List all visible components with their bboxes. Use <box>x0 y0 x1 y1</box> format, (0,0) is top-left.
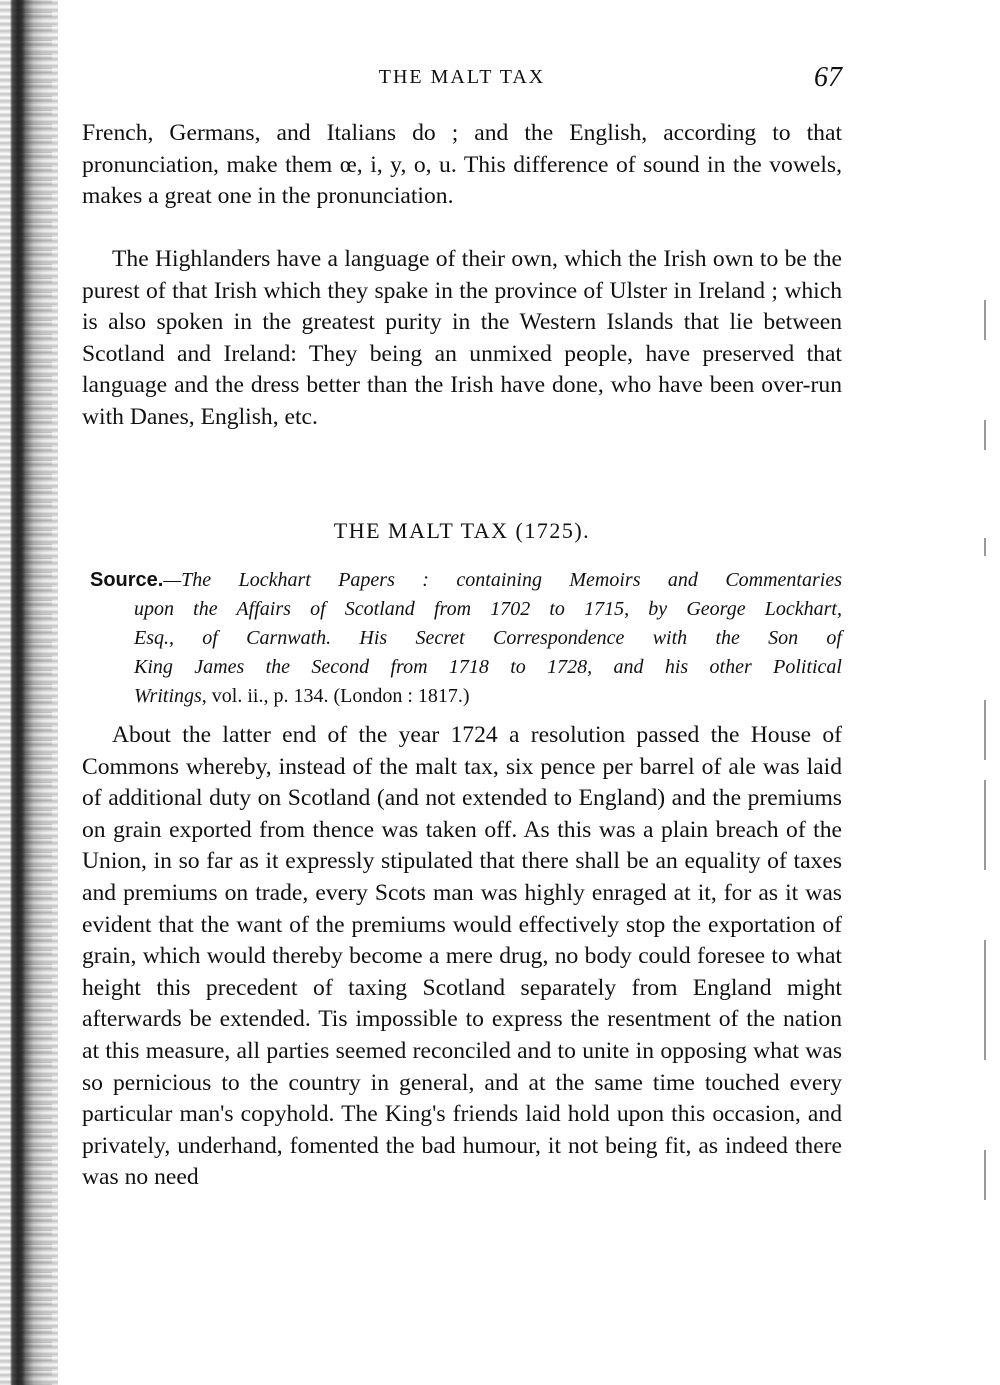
source-text: —The Lockhart Papers : containing Memoirs and Commentaries <box>163 569 842 591</box>
source-line: Esq., of Carnwath. His Secret Correspondence with the Son of <box>134 627 842 649</box>
page-header <box>82 62 842 102</box>
margin-mark <box>984 940 986 1060</box>
source-text: , vol. ii., p. 134. (London : 1817.) <box>201 685 470 707</box>
binding-shadow <box>22 0 52 1385</box>
paragraph-highlanders: The Highlanders have a language of their own, which the Irish own to be the purest of that Irish which they spake in the province of Ulster in Ireland ; which is also spoken in the greatest purity in the Western Islands that lie between Scotland and Ireland: They being an unmixed people, have preserved that language and the dress better than the Irish have done, who have been over-run with Danes, English, etc. <box>82 246 842 430</box>
margin-mark <box>984 538 986 556</box>
margin-mark <box>984 300 986 340</box>
source-line: King James the Second from 1718 to 1728, and his other Political <box>134 656 842 678</box>
paragraph-malt-tax: About the latter end of the year 1724 a resolution passed the House of Commons whereby, instead of the malt tax, six pence per barrel of ale was laid of additional duty on Scotland (and not extended to England) and the premiums on grain exported from thence was taken off. As this was a plain breach of the Union, in so far as it expressly stipulated that there shall be an equality of taxes and premiums on trade, every Scots man was highly enraged at it, for as it was evident that the want of the premiums would effectively stop the exportation of grain, which would thereby become a mere drug, no body could foresee to what height this precedent of taxing Scotland separately from England might afterwards be extended. Tis impossible to express the resentment of the nation at this measure, all parties seemed reconciled and to unite in opposing what was so pernicious to the country in general, and at the same time touched every particular man's copyhold. The King's friends laid hold upon this occasion, and privately, underhand, fomented the bad humour, it not being fit, as indeed there was no need <box>82 722 842 1191</box>
margin-mark <box>984 420 986 450</box>
running-title: THE MALT TAX <box>378 66 546 88</box>
source-label: Source. <box>90 569 164 591</box>
section-title: THE MALT TAX (1725). <box>333 518 591 543</box>
source-line: upon the Affairs of Scotland from 1702 to 1715, by George Lockhart, <box>134 598 842 620</box>
source-line <box>90 566 842 595</box>
source-text: Writings <box>134 685 202 707</box>
margin-mark <box>984 700 986 760</box>
margin-mark <box>984 780 986 870</box>
page-number: 67 <box>814 62 842 93</box>
source-line <box>90 682 842 711</box>
paragraph-pronunciation: French, Germans, and Italians do ; and the English, according to that pronunciation, make them œ, i, y, o, u. This difference of sound in the vowels, makes a great one in the pronunciation. <box>82 120 842 210</box>
margin-mark <box>984 1150 986 1200</box>
source-citation <box>90 566 842 711</box>
